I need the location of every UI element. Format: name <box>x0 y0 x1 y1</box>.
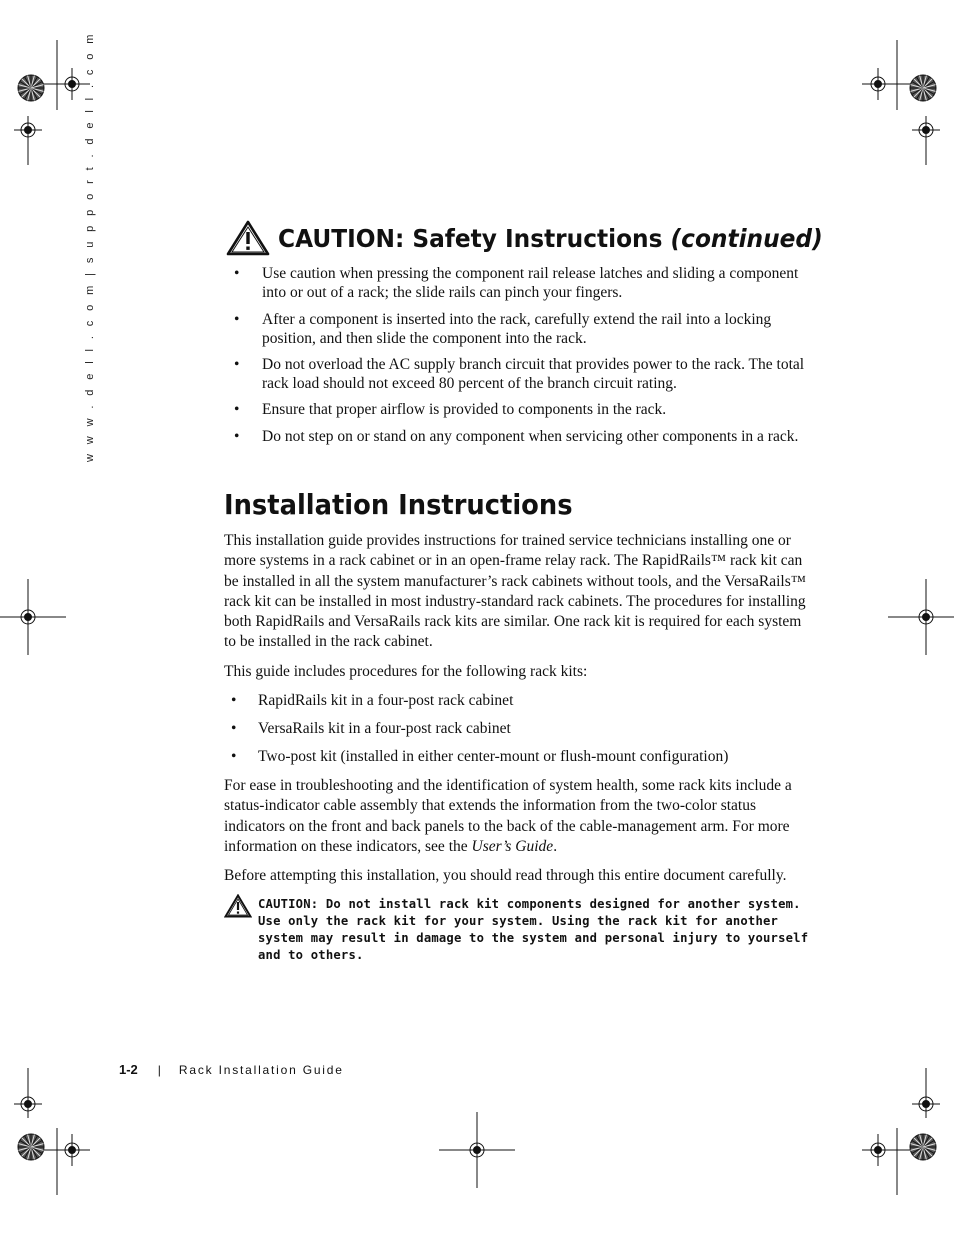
side-url-text: w w w . d e l l . c o m | s u p p o r t . d e l l . c o m <box>84 31 96 462</box>
list-item-text: Do not step on or stand on any component when servicing other components in a rack. <box>262 428 799 445</box>
intro-paragraph: This installation guide provides instructions for trained service technicians installing one or more systems in a rack cabinet or in an open-frame relay rack. The RapidRails™ rack kit can be installed in all the system manufacturer’s rack cabinets without tools, and the VersaRails™ rack kit can be installed in most industry-standard rack cabinets. The procedures for installing both RapidRails and VersaRails rack kits are similar. One rack kit is required for each system to be installed in the rack cabinet. <box>224 532 806 651</box>
list-item-text: After a component is inserted into the rack, carefully extend the rail into a locking position, and then slide the component into the rack. <box>262 311 772 347</box>
list-item-text: Ensure that proper airflow is provided to components in the rack. <box>262 401 667 418</box>
installation-heading: Installation Instructions <box>224 488 573 521</box>
before-paragraph: Before attempting this installation, you should read through this entire document carefully. <box>224 867 787 884</box>
list-item-text: Use caution when pressing the component rail release latches and sliding a component into or out of a rack; the slide rails can pinch your fingers. <box>262 265 799 301</box>
kits-intro-text: This guide includes procedures for the following rack kits: <box>224 663 588 680</box>
registration-starburst-icon <box>18 1134 44 1160</box>
registration-target-icon <box>56 1134 88 1166</box>
warning-triangle-icon <box>226 220 270 256</box>
caution-heading <box>226 218 864 258</box>
warning-triangle-icon <box>224 894 252 918</box>
registration-starburst-icon <box>910 75 936 101</box>
footer-separator: | <box>157 1063 161 1077</box>
footer-guide-title: Rack Installation Guide <box>178 1063 344 1077</box>
list-item-text: Two-post kit (installed in either center-mount or flush-mount configuration) <box>258 748 729 765</box>
registration-target-icon <box>0 579 66 655</box>
registration-target-icon <box>439 1112 515 1188</box>
registration-target-icon <box>888 579 954 655</box>
caution-note-text: CAUTION: Do not install rack kit components designed for another system. Use only the rack kit for your system. Using the rack kit for another system may result in damage to the system and personal injury to yourself and to others. <box>258 897 809 962</box>
page-footer <box>119 1062 344 1077</box>
registration-target-icon <box>14 116 42 144</box>
registration-target-icon <box>912 1090 940 1118</box>
registration-starburst-icon <box>910 1134 936 1160</box>
status-paragraph-end: . <box>553 837 558 855</box>
status-paragraph-text: For ease in troubleshooting and the identification of system health, some rack kits include a status-indicator cable assembly that extends the information from the two-color status indicators on the front and back panels to the back of the cable-management arm. For more information on these indicators, see the <box>224 777 792 855</box>
page-number: 1-2 <box>119 1062 138 1077</box>
registration-target-icon <box>912 116 940 144</box>
list-item-text: Do not overload the AC supply branch circuit that provides power to the rack. The total rack load should not exceed 80 percent of the branch circuit rating. <box>262 356 805 392</box>
registration-target-icon <box>862 1134 894 1166</box>
list-item-text: RapidRails kit in a four-post rack cabinet <box>258 692 514 709</box>
list-item-text: VersaRails kit in a four-post rack cabinet <box>258 720 511 737</box>
status-paragraph <box>224 776 814 857</box>
registration-target-icon <box>14 1090 42 1118</box>
caution-heading-text: CAUTION: Safety Instructions <box>278 223 671 253</box>
registration-starburst-icon <box>18 75 44 101</box>
registration-target-icon <box>862 68 894 100</box>
caution-heading-continued: (continued) <box>670 223 823 253</box>
users-guide-reference: User’s Guide <box>471 837 554 855</box>
